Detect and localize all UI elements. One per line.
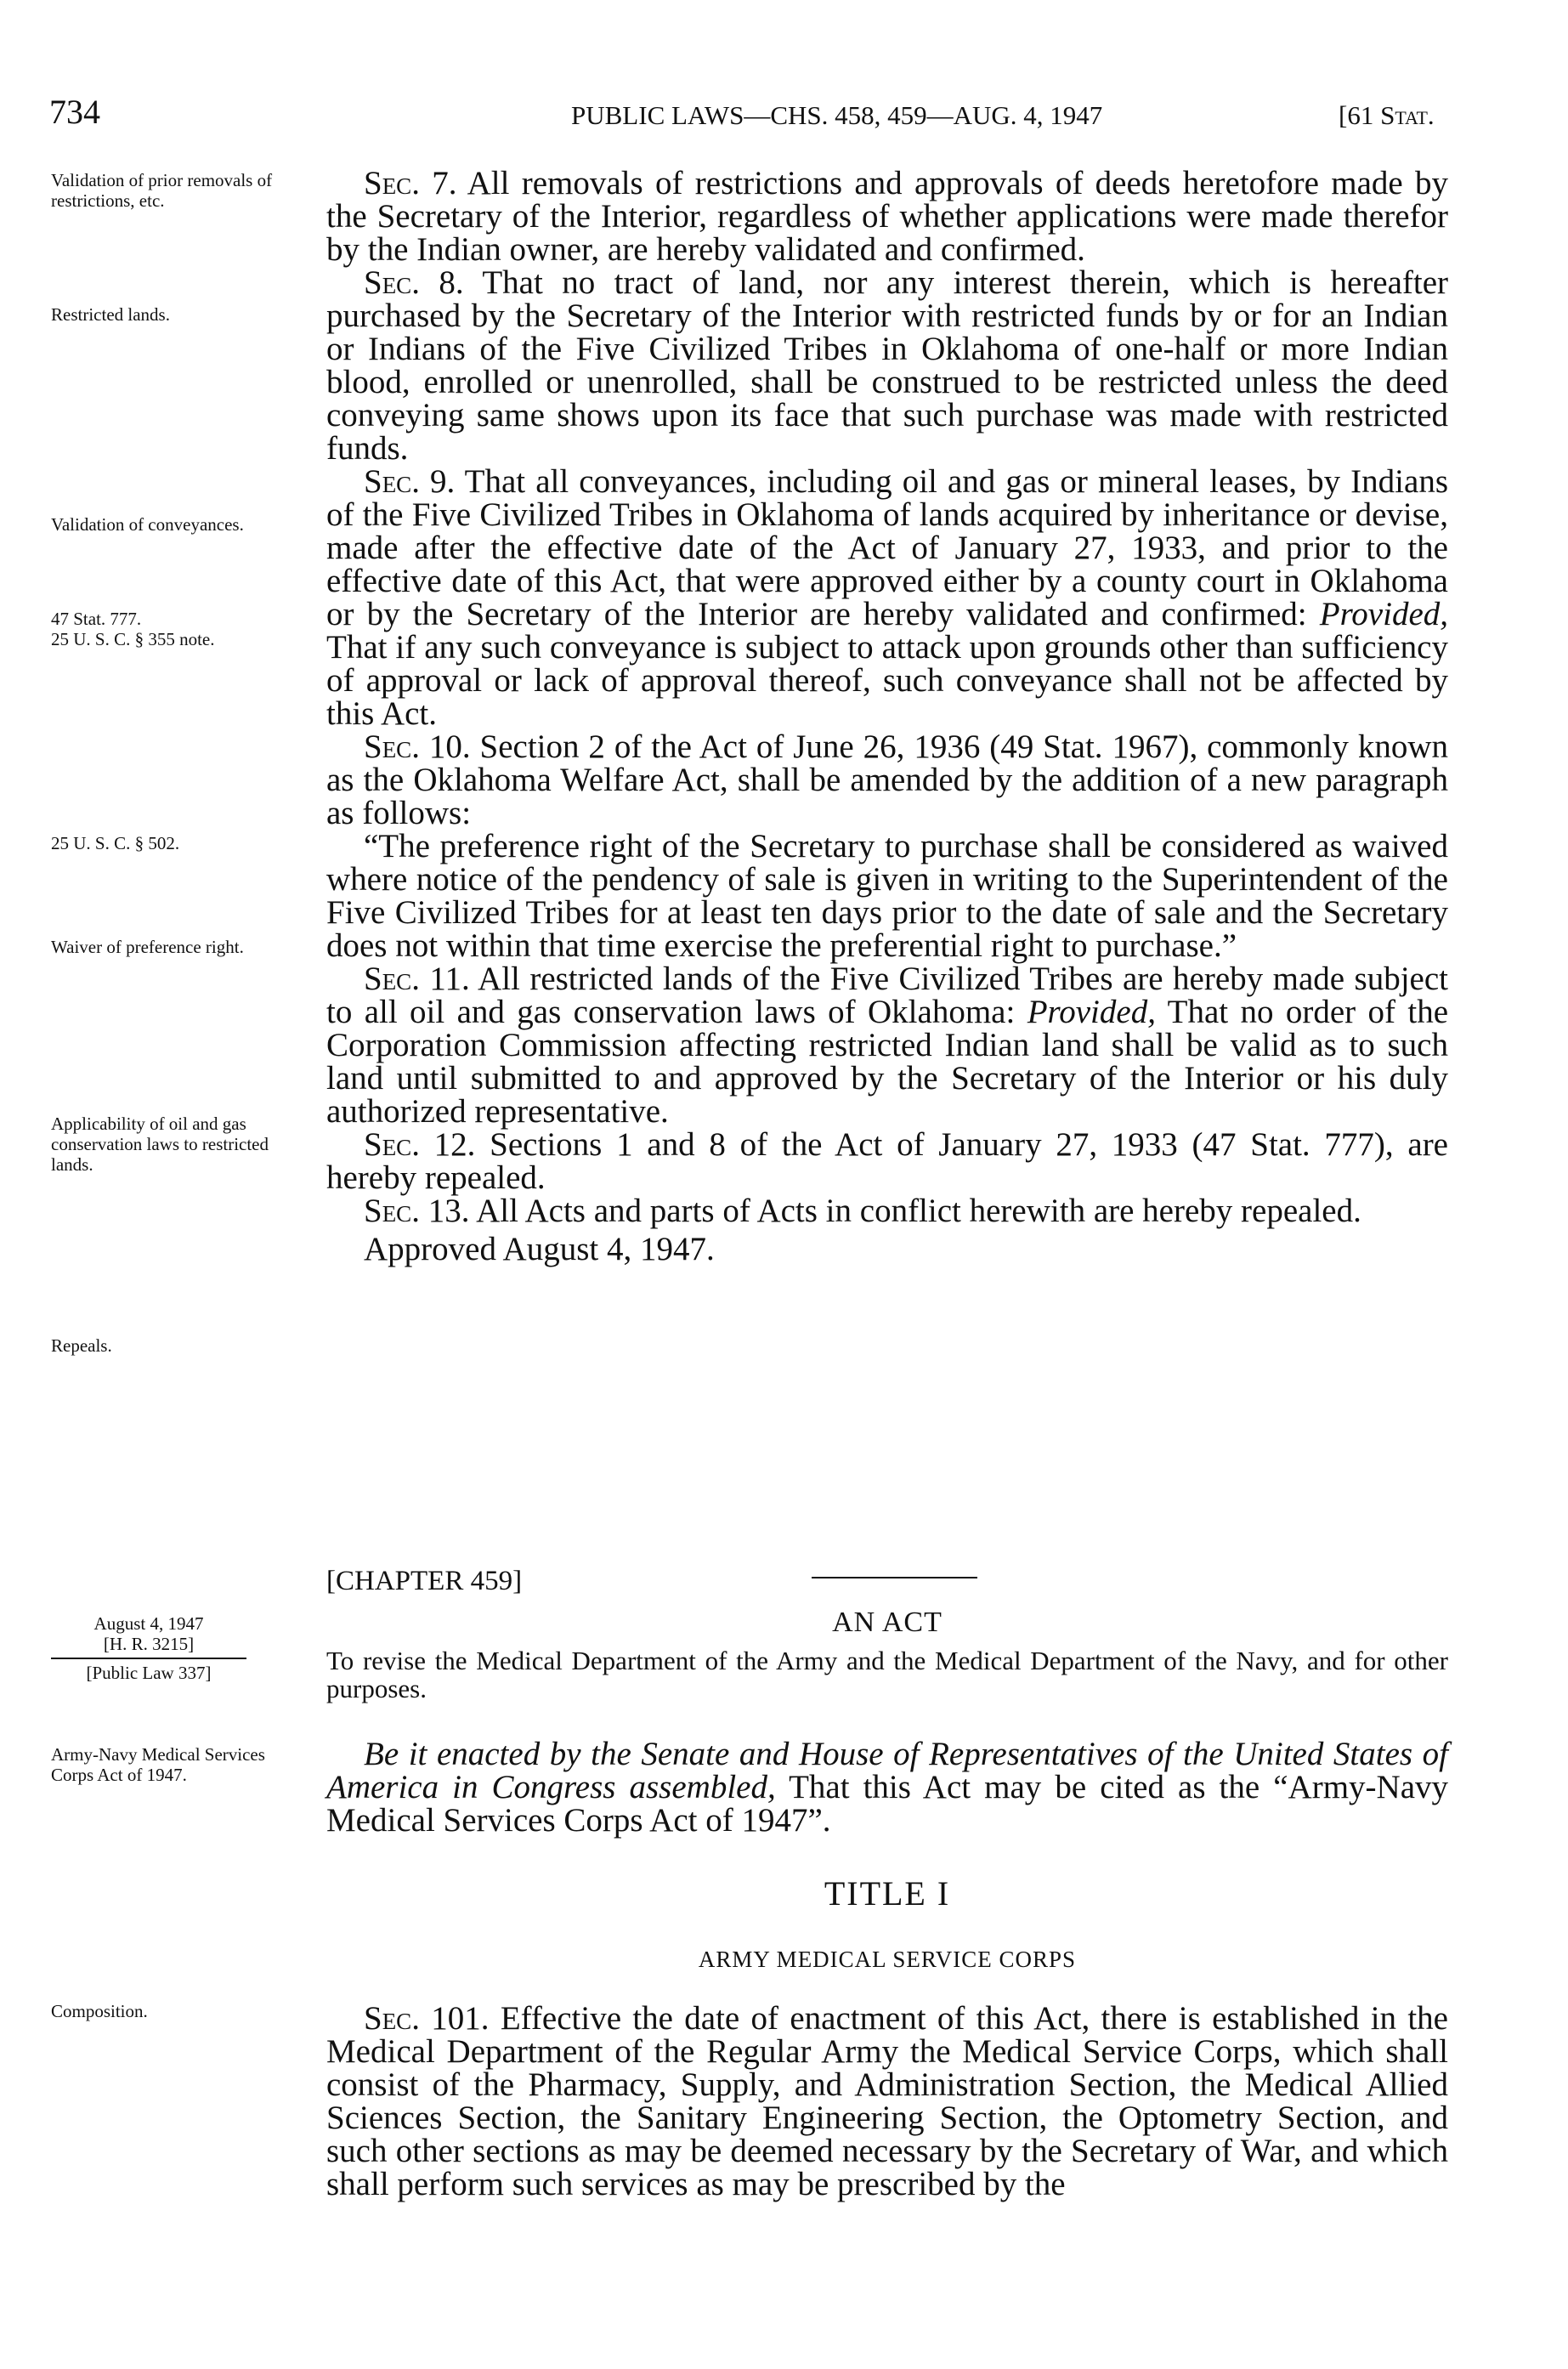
section-10 <box>326 730 1448 830</box>
statute-body <box>326 167 1448 1266</box>
title-heading: TITLE I <box>824 1874 951 1913</box>
margin-divider <box>51 1658 246 1659</box>
quoted-paragraph: “The preference right of the Secretary to purchase shall be considered as waived where notice of the pendency of sale is given in writing to the Superintendent of the Five Civilized Tribes for at least ten days prior to the date of sale and the Secretary does not within that time exercise the preferential right to purchase.” <box>326 828 1448 964</box>
margin-note: 25 U. S. C. § 502. <box>51 833 180 853</box>
section-text: Effective the date of enactment of this Act, there is established in the Medical Department of the Regular Army the Medical Service Corps, which shall consist of the Pharmacy, Supply, and Administration Section, the Medical Allied Sciences Section, the Sanitary Engineering Section, the Optometry Section, and such other sections as may be deemed necessary by the Secretary of War, and which shall perform such services as may be prescribed by the <box>326 2000 1448 2202</box>
enacting-clause <box>326 1737 1448 1837</box>
page-number: 734 <box>49 93 100 131</box>
proviso: Provided, <box>1319 596 1449 632</box>
enacting-formula: Be it enacted by the Senate and House of Representatives of the United States of America in Congress assembled, <box>326 1736 1448 1805</box>
section-text: That no order of the Corporation Commission affecting restricted Indian land shall be valid as to such land until submitted to and approved by the Secretary of the Interior or his duly authorized representative. <box>326 994 1449 1130</box>
margin-note: Validation of conveyances. <box>51 514 244 535</box>
section-label: Sec. 8. <box>364 264 464 301</box>
section-12 <box>326 1128 1448 1194</box>
section-text: That if any such conveyance is subject to attack upon grounds other than sufficiency of approval or lack of approval thereof, such conveyance shall not be affected by this Act. <box>326 629 1448 732</box>
volume-reference: [61 Stat. <box>1339 100 1435 130</box>
margin-note: 47 Stat. 777. <box>51 609 142 629</box>
margin-note: 25 U. S. C. § 355 note. <box>51 629 215 649</box>
section-text: That all conveyances, including oil and gas or mineral leases, by Indians of the Five Civilized Tribes in Oklahoma of lands acquired by inheritance or devise, made after the effective date of the Act of January 27, 1933, and prior to the effective date of this Act, that were approved either by a county court in Oklahoma or by the Secretary of the Interior are hereby validated and confirmed: <box>326 463 1448 632</box>
subtitle-heading: ARMY MEDICAL SERVICE CORPS <box>698 1947 1077 1972</box>
section-8 <box>326 266 1448 465</box>
section-label: Sec. 13. <box>364 1193 470 1229</box>
enacting-clause-block <box>326 1737 1448 1837</box>
section-9 <box>326 465 1448 730</box>
margin-note: Restricted lands. <box>51 304 170 325</box>
public-law-note: [Public Law 337] <box>86 1663 212 1683</box>
margin-note: Waiver of preference right. <box>51 937 244 957</box>
running-head: PUBLIC LAWS—CHS. 458, 459—AUG. 4, 1947 <box>571 100 1103 130</box>
act-heading: AN ACT <box>832 1607 942 1638</box>
section-label: Sec. 101. <box>364 2000 490 2037</box>
margin-note: Composition. <box>51 2001 148 2021</box>
proviso: Provided, <box>1027 994 1156 1030</box>
section-label: Sec. 9. <box>364 463 456 500</box>
margin-note: Army-Navy Medical Services Corps Act of 1947. <box>51 1744 265 1785</box>
section-text: That no tract of land, nor any interest therein, which is hereafter purchased by the Secretary of the Interior with restricted funds by or for an Indian or Indians of the Five Civilized Tribes in Oklahoma of one-half or more Indian blood, enrolled or unenrolled, shall be construed to be restricted unless the deed conveying same shows upon its face that such purchase was made with restricted funds. <box>326 264 1448 467</box>
approval-line: Approved August 4, 1947. <box>364 1231 715 1267</box>
approval-date-note: August 4, 1947 <box>93 1613 204 1634</box>
section-101 <box>326 2002 1448 2201</box>
section-text: Section 2 of the Act of June 26, 1936 (49 Stat. 1967), commonly known as the Oklahoma Welfare Act, shall be amended by the addition of a new paragraph as follows: <box>326 728 1449 831</box>
section-13 <box>326 1194 1448 1227</box>
section-label: Sec. 11. <box>364 961 470 997</box>
section-text: All restricted lands of the Five Civilized Tribes are hereby made subject to all oil and gas conservation laws of Oklahoma: <box>326 961 1448 1030</box>
act-purpose: To revise the Medical Department of the Army and the Medical Department of the Navy, and for other purposes. <box>326 1646 1448 1703</box>
chapter-label: [CHAPTER 459] <box>326 1566 523 1596</box>
margin-note: Applicability of oil and gas conservation laws to restricted lands. <box>51 1114 269 1175</box>
section-text: All Acts and parts of Acts in conflict herewith are hereby repealed. <box>476 1193 1361 1229</box>
section-11 <box>326 962 1448 1128</box>
chapter-rule <box>812 1577 977 1578</box>
section-text: Sections 1 and 8 of the Act of January 27, 1933 (47 Stat. 777), are hereby repealed. <box>326 1126 1448 1196</box>
margin-note: Validation of prior removals of restrictions, etc. <box>51 170 273 211</box>
section-text: All removals of restrictions and approvals of deeds heretofore made by the Secretary of the Interior, regardless of whether applications were made therefor by the Indian owner, are hereby validated and confirmed. <box>326 165 1448 268</box>
section-7 <box>326 167 1448 266</box>
margin-note: Repeals. <box>51 1335 112 1356</box>
section-label: Sec. 12. <box>364 1126 476 1163</box>
section-label: Sec. 10. <box>364 728 471 765</box>
section-label: Sec. 7. <box>364 165 457 201</box>
bill-number-note: [H. R. 3215] <box>103 1634 195 1654</box>
enacting-text: That this Act may be cited as the “Army-Navy Medical Services Corps Act of 1947”. <box>326 1769 1448 1839</box>
section-101-block <box>326 2002 1448 2201</box>
